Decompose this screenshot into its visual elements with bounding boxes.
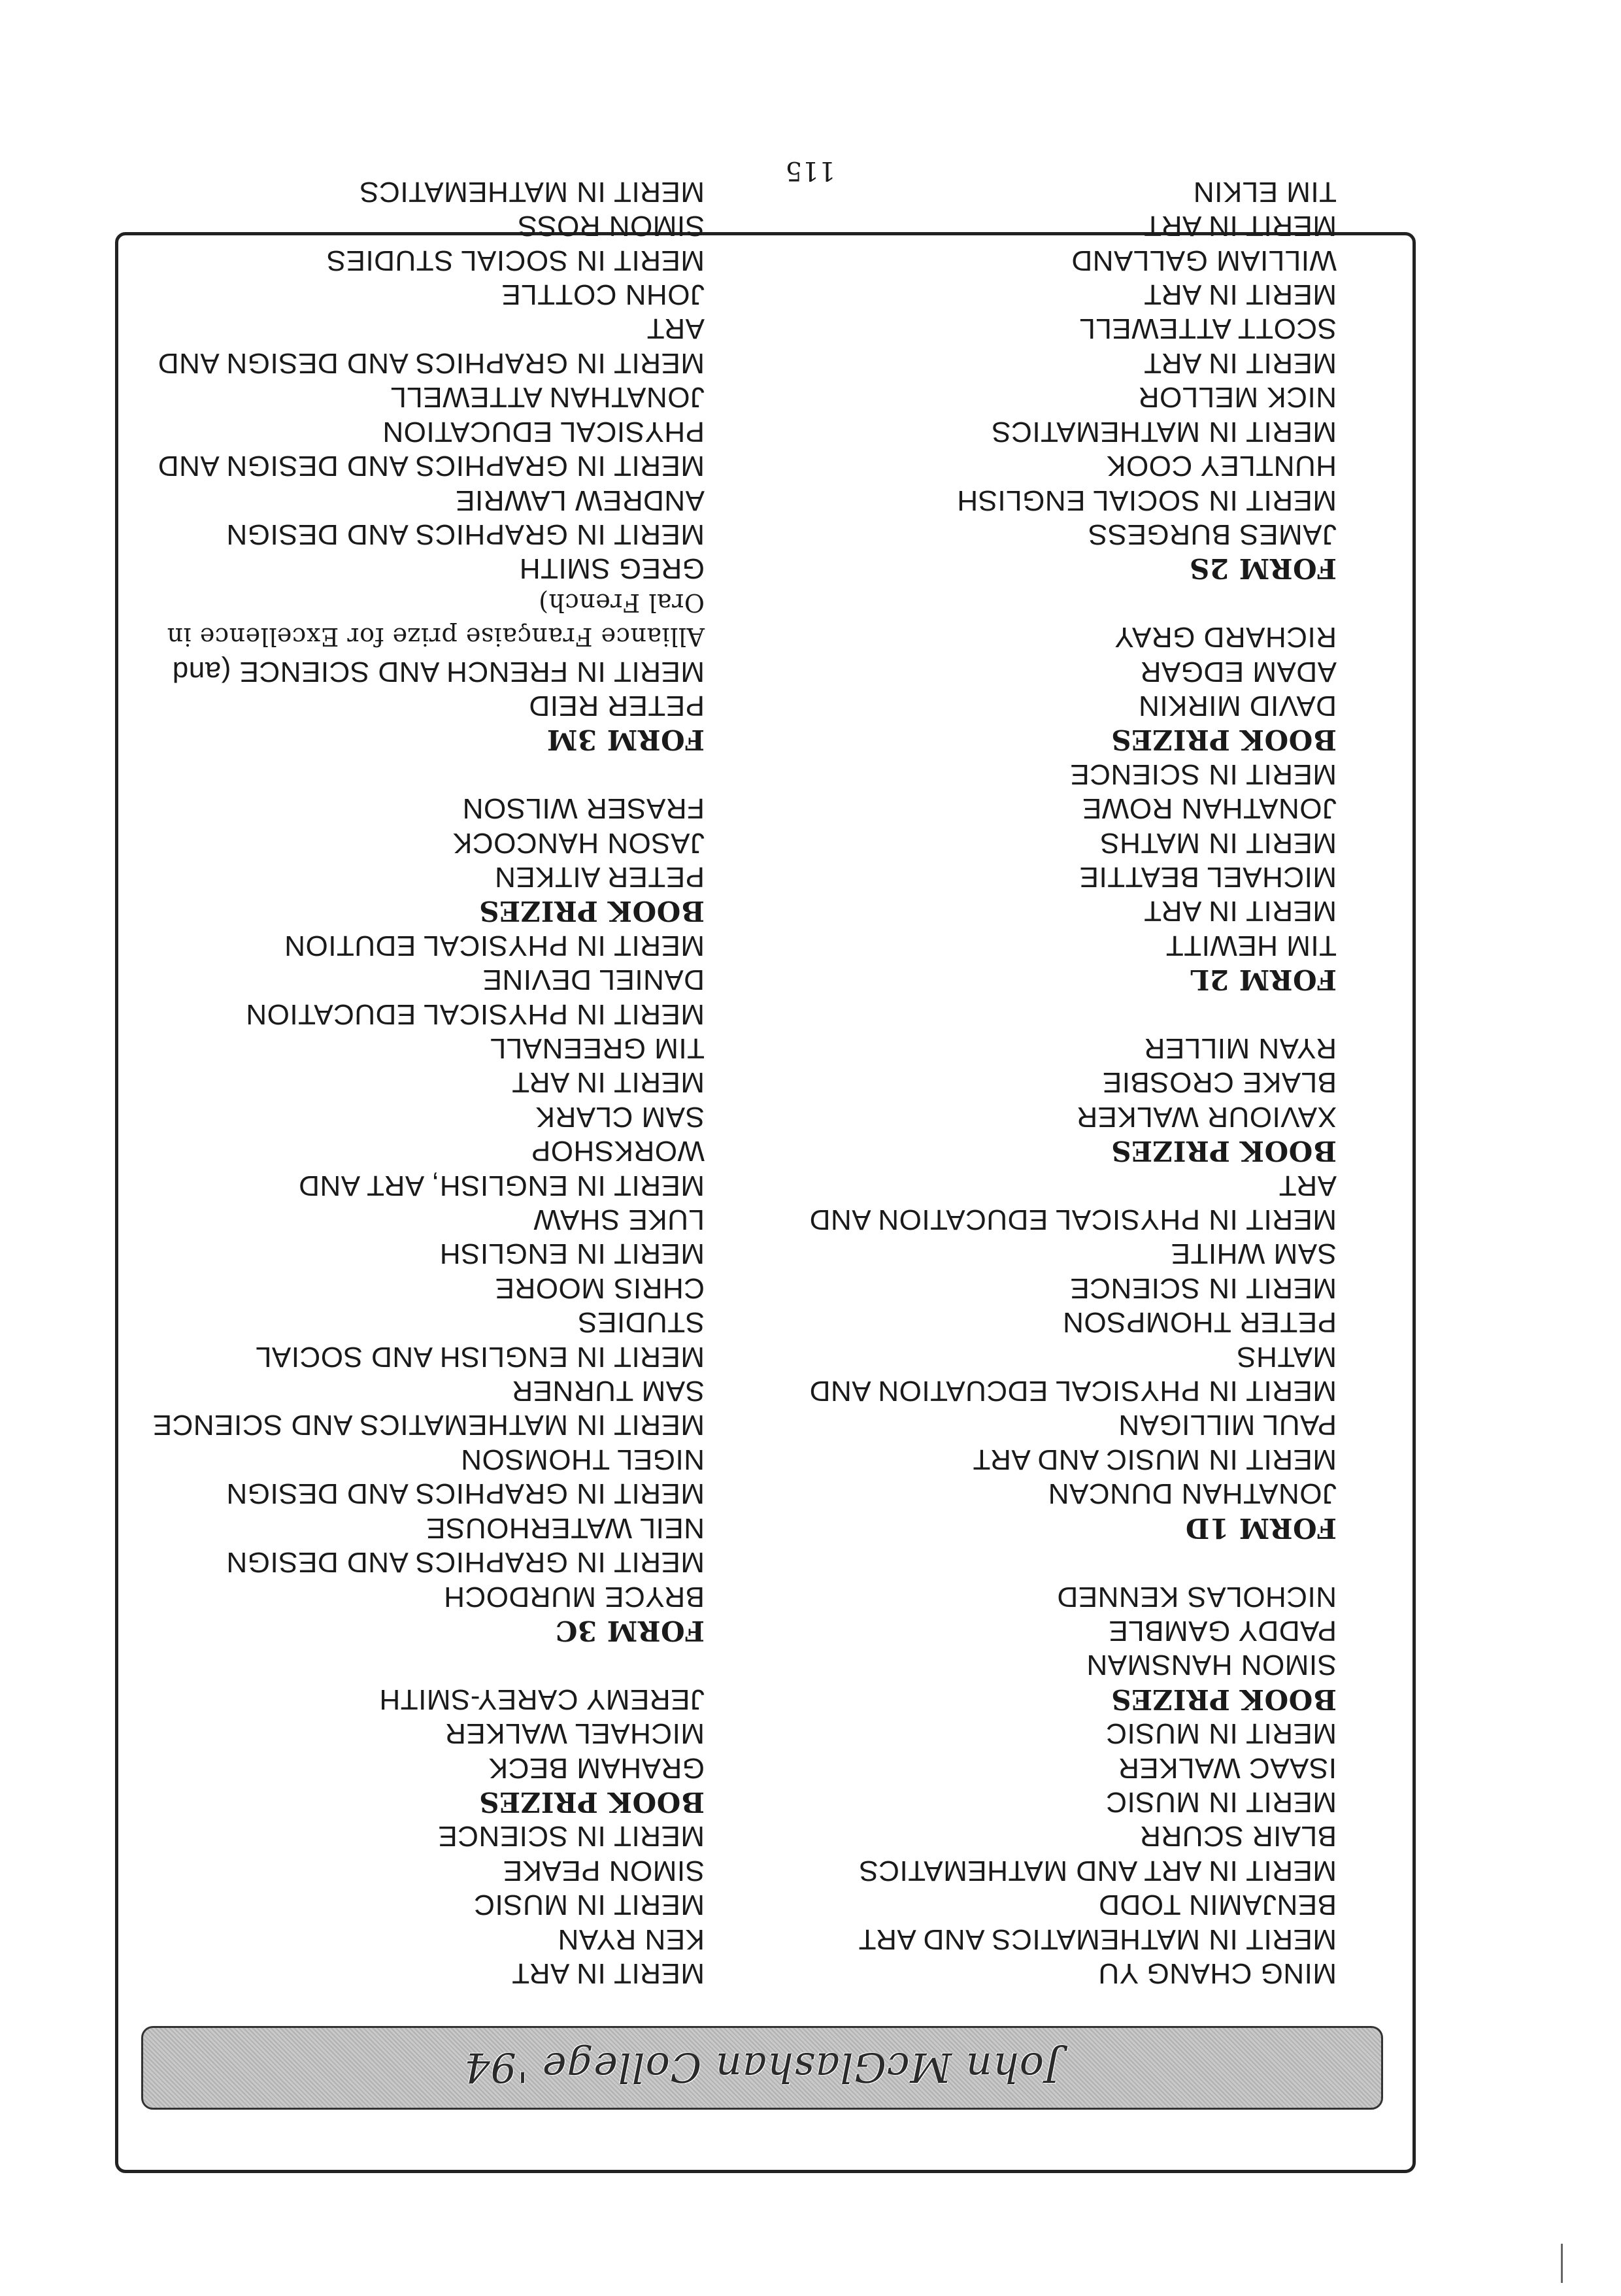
list-item: NICHOLAS KENNED <box>1056 1580 1337 1613</box>
list-item: ADAM EDGAR <box>1140 655 1337 688</box>
list-item: MERIT IN SOCIAL ENGLISH <box>956 484 1337 516</box>
list-item: MERIT IN PHYSICAL EDUCATION <box>245 998 705 1030</box>
list-item: JONATHAN DUNCAN <box>1048 1477 1337 1510</box>
left-column <box>683 174 1337 1990</box>
list-item: MERIT IN MUSIC <box>473 1889 705 1921</box>
list-item: MERIT IN ART <box>1143 895 1337 928</box>
blank-line <box>51 1647 705 1681</box>
list-item: MERIT IN ART <box>1143 210 1337 243</box>
list-item: SAM WHITE <box>1171 1238 1337 1270</box>
list-item: MERIT IN MATHEMATICS <box>359 175 705 208</box>
list-item: JONATHAN ATTEWELL <box>390 381 705 414</box>
list-item: MERIT IN ENGLISH <box>439 1238 705 1270</box>
list-item: LUKE SHAW <box>533 1204 705 1236</box>
list-item: FRASER WILSON <box>462 792 705 825</box>
list-item: MERIT IN GRAPHICS AND DESIGN <box>226 1477 705 1510</box>
list-item: JOHN COTTLE <box>501 279 705 311</box>
list-item: MERIT IN MATHEMATICS AND SCIENCE <box>152 1409 705 1442</box>
list-item: NIGEL THOMSON <box>460 1443 705 1476</box>
list-item: RYAN MILLER <box>1144 1032 1337 1065</box>
list-item: NEIL WATERHOUSE <box>426 1511 705 1544</box>
list-item: PHYSICAL EDUCATION <box>382 415 705 448</box>
list-item: MERIT IN MATHS <box>1099 826 1337 859</box>
list-item: MERIT IN SOCIAL STUDIES <box>326 244 705 277</box>
list-item: PAUL MILLIGAN <box>1118 1409 1337 1442</box>
list-item: ANDREW LAWRIE <box>455 484 705 516</box>
list-item: JONATHAN ROWE <box>1082 792 1337 825</box>
margin-mark <box>1561 2244 1563 2283</box>
list-item: SCOTT ATTEWELL <box>1078 312 1337 345</box>
list-item: JASON HANCOCK <box>452 826 705 859</box>
list-item: PETER REID <box>528 689 705 722</box>
list-item: MERIT IN ART <box>1143 346 1337 379</box>
list-item: Alliance Française prize for Excellence in <box>167 622 705 652</box>
section-heading: BOOK PRIZES <box>1111 724 1337 756</box>
list-item: SIMON ROSS <box>517 210 705 243</box>
list-item: PETER AITKEN <box>494 861 705 893</box>
list-item: MICHAEL WALKER <box>444 1717 705 1750</box>
list-item: WORKSHOP <box>531 1135 705 1168</box>
list-item: DAVID MIRKIN <box>1138 689 1337 722</box>
list-item: SIMON PEAKE <box>503 1854 705 1887</box>
page-number: 115 <box>785 156 836 186</box>
section-heading: FORM 3C <box>555 1614 705 1647</box>
list-item: XAVIOUR WALKER <box>1076 1100 1337 1133</box>
list-item: MING CHANG YU <box>1097 1957 1337 1989</box>
list-item: CHRIS MOORE <box>495 1272 705 1304</box>
list-item: BRYCE MURDOCH <box>443 1580 705 1613</box>
section-heading: FORM 3M <box>546 724 705 756</box>
list-item: GREG SMITH <box>519 552 705 585</box>
list-item: Oral French) <box>538 588 705 617</box>
list-item: PETER THOMPSON <box>1062 1306 1337 1339</box>
list-item: MATHS <box>1236 1340 1337 1373</box>
blank-line <box>683 996 1337 1030</box>
list-item: MERIT IN PHYSICAL EDUTION <box>284 929 705 962</box>
list-item: MERIT IN ENGLISH, ART AND <box>298 1169 705 1202</box>
list-item: SAM TURNER <box>511 1375 705 1408</box>
list-item: MERIT IN MATHEMATICS <box>991 415 1337 448</box>
section-heading: BOOK PRIZES <box>1111 1683 1337 1715</box>
list-item: BENJAMIN TODD <box>1098 1889 1337 1921</box>
list-item: MERIT IN MUSIC <box>1105 1785 1337 1818</box>
section-heading: BOOK PRIZES <box>478 895 705 928</box>
list-item: TIM HEWITT <box>1165 929 1337 962</box>
list-item: PADDY GAMBLE <box>1108 1614 1337 1647</box>
list-item: RICHARD GRAY <box>1114 621 1337 654</box>
list-item: MERIT IN GRAPHICS AND DESIGN AND <box>158 450 705 482</box>
list-item: STUDIES <box>577 1306 705 1339</box>
blank-line <box>683 1545 1337 1579</box>
list-item: MERIT IN PHYSICAL EDCUATION AND <box>809 1375 1337 1408</box>
list-item: MERIT IN SCIENCE <box>437 1820 705 1853</box>
section-heading: FORM 2L <box>1190 964 1337 996</box>
list-item: TIM ELKIN <box>1193 175 1337 208</box>
list-item: ART <box>646 312 705 345</box>
header-title: John McGlashan College '94 <box>463 2044 1061 2092</box>
list-item: ART <box>1278 1169 1337 1202</box>
list-item: MICHAEL BEATTIE <box>1079 861 1337 893</box>
list-item: MERIT IN MATHEMATICS AND ART <box>858 1923 1337 1955</box>
section-heading: BOOK PRIZES <box>1111 1135 1337 1168</box>
list-item: MERIT IN MUSIC <box>1105 1717 1337 1750</box>
list-item: JAMES BURGESS <box>1088 518 1337 550</box>
header-banner <box>141 2026 1383 2110</box>
list-item: MERIT IN ART <box>511 1957 705 1989</box>
list-item: MERIT IN ART AND MATHEMATICS <box>858 1854 1337 1887</box>
list-item: MERIT IN FRENCH AND SCIENCE (and <box>172 655 705 688</box>
list-item: BLAIR SCURR <box>1139 1820 1337 1853</box>
list-item: KEN RYAN <box>558 1923 705 1955</box>
list-item: SIMON HANSMAN <box>1086 1649 1337 1681</box>
section-heading: FORM 1D <box>1185 1511 1337 1544</box>
list-item: SAM CLARK <box>535 1100 705 1133</box>
right-column <box>51 174 705 1990</box>
list-item: MERIT IN ENGLISH AND SOCIAL <box>255 1340 705 1373</box>
list-item: TIM GREENALL <box>490 1032 705 1065</box>
list-item: ISAAC WALKER <box>1118 1751 1337 1784</box>
list-item: DANIEL DEVINE <box>482 964 705 996</box>
list-item: MERIT IN ART <box>1143 279 1337 311</box>
list-item: JEREMY CAREY-SMITH <box>379 1683 705 1715</box>
blank-line <box>683 585 1337 619</box>
list-item: HUNTLEY COOK <box>1106 450 1337 482</box>
list-item: MERIT IN SCIENCE <box>1069 758 1337 790</box>
list-item: WILLIAM GALLAND <box>1071 244 1337 277</box>
list-item: MERIT IN MUSIC AND ART <box>972 1443 1337 1476</box>
list-item: MERIT IN SCIENCE <box>1069 1272 1337 1304</box>
list-item: MERIT IN PHYSICAL EDUCATION AND <box>809 1204 1337 1236</box>
section-heading: FORM 2S <box>1189 552 1337 585</box>
section-heading: BOOK PRIZES <box>478 1785 705 1818</box>
list-item: MERIT IN GRAPHICS AND DESIGN <box>226 1546 705 1579</box>
list-item: MERIT IN GRAPHICS AND DESIGN AND <box>158 346 705 379</box>
list-item: MERIT IN ART <box>511 1066 705 1099</box>
list-item: MERIT IN GRAPHICS AND DESIGN <box>226 518 705 550</box>
list-item: GRAHAM BECK <box>488 1751 705 1784</box>
list-item: NICK MELLOR <box>1138 381 1337 414</box>
list-item: BLAKE CROSBIE <box>1102 1066 1337 1099</box>
blank-line <box>51 756 705 790</box>
